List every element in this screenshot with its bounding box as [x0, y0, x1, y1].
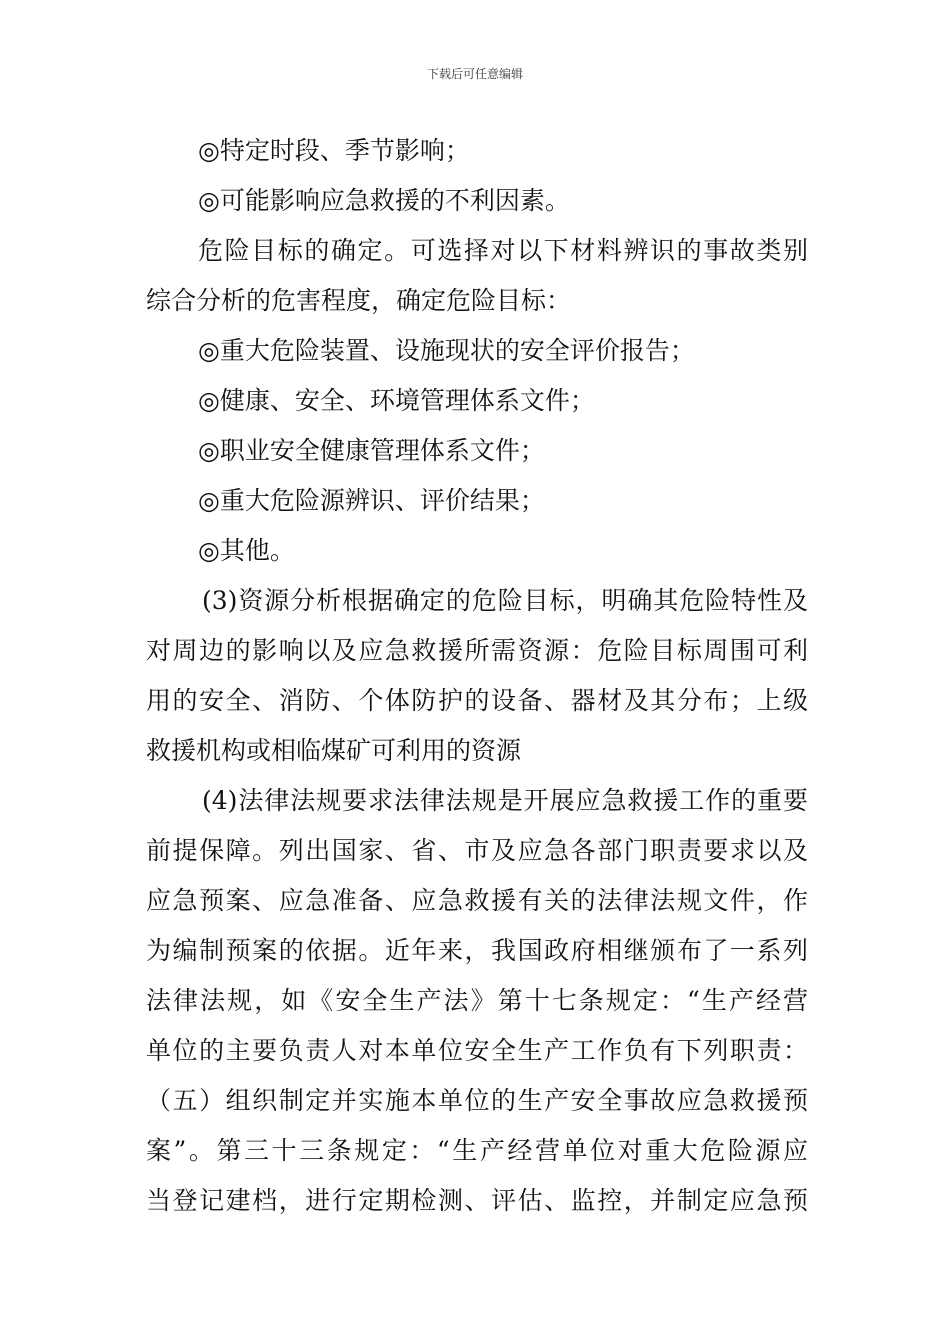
paragraph-line: 应急预案、应急准备、应急救援有关的法律法规文件，作: [146, 886, 808, 915]
bullet-line: ◎特定时段、季节影响；: [198, 136, 470, 165]
bullet-line: ◎重大危险源辨识、评价结果；: [198, 486, 545, 515]
bullet-line: ◎健康、安全、环境管理体系文件；: [198, 386, 595, 415]
document-body: [146, 126, 808, 1226]
paragraph-line: 案”。第三十三条规定：“生产经营单位对重大危险源应: [146, 1136, 808, 1165]
bullet-line: ◎其他。: [198, 536, 295, 565]
paragraph-line: 法律法规，如《安全生产法》第十七条规定：“生产经营: [146, 986, 808, 1015]
paragraph-line: 前提保障。列出国家、省、市及应急各部门职责要求以及: [146, 836, 808, 865]
paragraph-line: 当登记建档，进行定期检测、评估、监控，并制定应急预: [146, 1186, 808, 1215]
bullet-line: ◎重大危险装置、设施现状的安全评价报告；: [198, 336, 695, 365]
paragraph-line: 危险目标的确定。可选择对以下材料辨识的事故类别: [198, 236, 808, 265]
paragraph-line: (4)法律法规要求法律法规是开展应急救援工作的重要: [202, 786, 808, 815]
paragraph-line: 救援机构或相临煤矿可利用的资源: [146, 736, 522, 765]
paragraph-line: 为编制预案的依据。近年来，我国政府相继颁布了一系列: [146, 936, 808, 965]
paragraph-line: 对周边的影响以及应急救援所需资源：危险目标周围可利: [146, 636, 808, 665]
paragraph-line: 综合分析的危害程度，确定危险目标：: [146, 286, 572, 315]
paragraph-line: (3)资源分析根据确定的危险目标，明确其危险特性及: [202, 586, 808, 615]
paragraph-line: 单位的主要负责人对本单位安全生产工作负有下列职责：: [146, 1036, 808, 1065]
paragraph-line: 用的安全、消防、个体防护的设备、器材及其分布；上级: [146, 686, 808, 715]
paragraph-line: （五）组织制定并实施本单位的生产安全事故应急救援预: [146, 1086, 808, 1115]
bullet-line: ◎可能影响应急救援的不利因素。: [198, 186, 570, 215]
bullet-line: ◎职业安全健康管理体系文件；: [198, 436, 545, 465]
page-header: 下载后可任意编辑: [426, 67, 523, 81]
